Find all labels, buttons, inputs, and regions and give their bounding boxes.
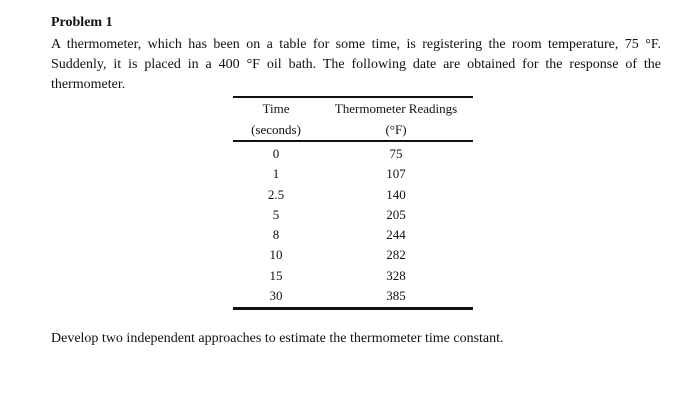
reading-cell: 244 bbox=[386, 227, 406, 243]
header-row-1 bbox=[233, 97, 473, 119]
table-row bbox=[233, 164, 473, 184]
header-row-2 bbox=[233, 119, 473, 141]
time-cell: 10 bbox=[269, 247, 283, 263]
time-cell: 2.5 bbox=[267, 186, 285, 202]
reading-cell: 385 bbox=[386, 288, 406, 304]
table-header bbox=[233, 97, 473, 141]
table-row bbox=[233, 245, 473, 265]
reading-cell: 205 bbox=[386, 206, 406, 222]
table-body bbox=[233, 141, 473, 309]
reading-cell: 107 bbox=[386, 166, 406, 182]
time-cell: 1 bbox=[272, 166, 280, 182]
time-header: Time bbox=[262, 101, 290, 116]
time-unit-header: (seconds) bbox=[233, 119, 319, 141]
reading-cell: 140 bbox=[386, 186, 406, 202]
reading-cell: 282 bbox=[386, 247, 406, 263]
reading-cell: 75 bbox=[389, 146, 403, 161]
task-statement: Develop two independent approaches to estimate the thermometer time constant. bbox=[51, 331, 504, 346]
time-cell: 15 bbox=[269, 267, 283, 283]
time-cell: 30 bbox=[269, 288, 283, 304]
table-row bbox=[233, 141, 473, 164]
table-row bbox=[233, 225, 473, 245]
problem-title: Problem 1 bbox=[51, 15, 113, 30]
reading-unit-header: (°F) bbox=[319, 119, 473, 141]
table-row bbox=[233, 205, 473, 225]
thermometer-data-table bbox=[233, 96, 473, 310]
reading-header: Thermometer Readings bbox=[334, 101, 458, 116]
time-cell: 8 bbox=[272, 227, 280, 243]
time-cell: 0 bbox=[272, 146, 280, 161]
time-cell: 5 bbox=[272, 206, 280, 222]
table-row bbox=[233, 185, 473, 205]
table-row bbox=[233, 286, 473, 309]
table-row bbox=[233, 266, 473, 286]
reading-cell: 328 bbox=[386, 267, 406, 283]
problem-statement: A thermometer, which has been on a table for some time, is registering the room temperature, 75 °F. Suddenly, it is placed in a 400 °F oil bath. The following date are obtained for the response of the thermometer. bbox=[51, 37, 661, 92]
